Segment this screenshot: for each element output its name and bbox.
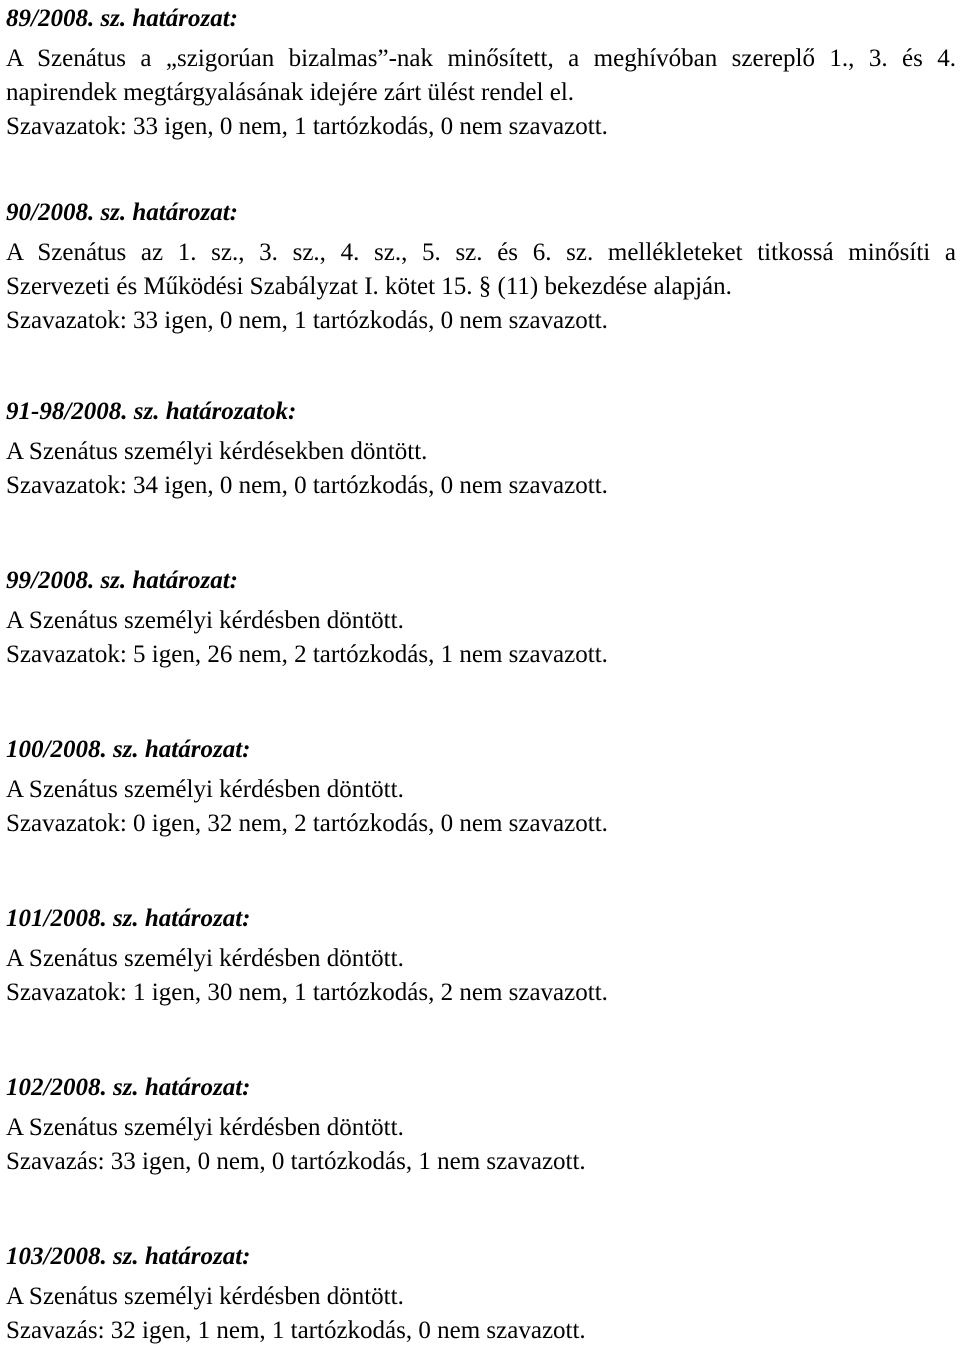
resolution-line: A Szenátus személyi kérdésben döntött. (6, 776, 404, 803)
resolution-line: A Szenátus személyi kérdésben döntött. (6, 1283, 404, 1310)
resolution-vote-line: Szavazás: 33 igen, 0 nem, 0 tartózkodás, 1 nem szavazott. (6, 1148, 586, 1175)
resolution-body (6, 1280, 956, 1348)
resolution-heading: 103/2008. sz. határozat: (6, 1243, 251, 1270)
resolution-heading: 102/2008. sz. határozat: (6, 1074, 251, 1101)
resolution-103 (6, 1242, 956, 1348)
resolution-89 (6, 4, 956, 144)
resolution-body (6, 435, 956, 503)
resolution-line: A Szenátus személyi kérdésben döntött. (6, 945, 404, 972)
resolution-heading: 101/2008. sz. határozat: (6, 905, 251, 932)
resolution-vote-line: Szavazás: 32 igen, 1 nem, 1 tartózkodás, 0 nem szavazott. (6, 1317, 586, 1344)
resolution-91-98 (6, 397, 956, 503)
resolution-90 (6, 198, 956, 338)
resolution-body (6, 604, 956, 672)
resolution-vote-line: Szavazatok: 0 igen, 32 nem, 2 tartózkodás, 0 nem szavazott. (6, 810, 608, 837)
resolution-heading: 91-98/2008. sz. határozatok: (6, 398, 297, 425)
resolution-100 (6, 735, 956, 841)
resolution-body (6, 773, 956, 841)
resolution-body (6, 236, 956, 338)
resolution-heading: 99/2008. sz. határozat: (6, 567, 238, 594)
resolution-102 (6, 1073, 956, 1179)
resolution-99 (6, 566, 956, 672)
resolution-101 (6, 904, 956, 1010)
resolution-line: napirendek megtárgyalásának idejére zárt ülést rendel el. (6, 79, 575, 106)
resolution-body (6, 42, 956, 144)
resolution-vote-line: Szavazatok: 1 igen, 30 nem, 1 tartózkodás, 2 nem szavazott. (6, 979, 608, 1006)
resolution-body (6, 942, 956, 1010)
resolution-line: Szervezeti és Működési Szabályzat I. kötet 15. § (11) bekezdése alapján. (6, 273, 732, 300)
resolution-line: A Szenátus személyi kérdésben döntött. (6, 607, 404, 634)
resolution-line: A Szenátus az 1. sz., 3. sz., 4. sz., 5. sz. és 6. sz. mellékleteket titkossá minősíti a (6, 239, 956, 266)
resolution-vote-line: Szavazatok: 34 igen, 0 nem, 0 tartózkodás, 0 nem szavazott. (6, 472, 608, 499)
resolution-line: A Szenátus a „szigorúan bizalmas”-nak minősített, a meghívóban szereplő 1., 3. és 4. (6, 45, 956, 72)
resolution-line: A Szenátus személyi kérdésben döntött. (6, 1114, 404, 1141)
resolution-heading: 100/2008. sz. határozat: (6, 736, 251, 763)
resolution-vote-line: Szavazatok: 33 igen, 0 nem, 1 tartózkodás, 0 nem szavazott. (6, 307, 608, 334)
resolution-heading: 90/2008. sz. határozat: (6, 199, 238, 226)
resolution-vote-line: Szavazatok: 5 igen, 26 nem, 2 tartózkodás, 1 nem szavazott. (6, 641, 608, 668)
resolution-heading: 89/2008. sz. határozat: (6, 5, 238, 32)
resolution-line: A Szenátus személyi kérdésekben döntött. (6, 438, 428, 465)
resolution-body (6, 1111, 956, 1179)
resolution-vote-line: Szavazatok: 33 igen, 0 nem, 1 tartózkodás, 0 nem szavazott. (6, 113, 608, 140)
